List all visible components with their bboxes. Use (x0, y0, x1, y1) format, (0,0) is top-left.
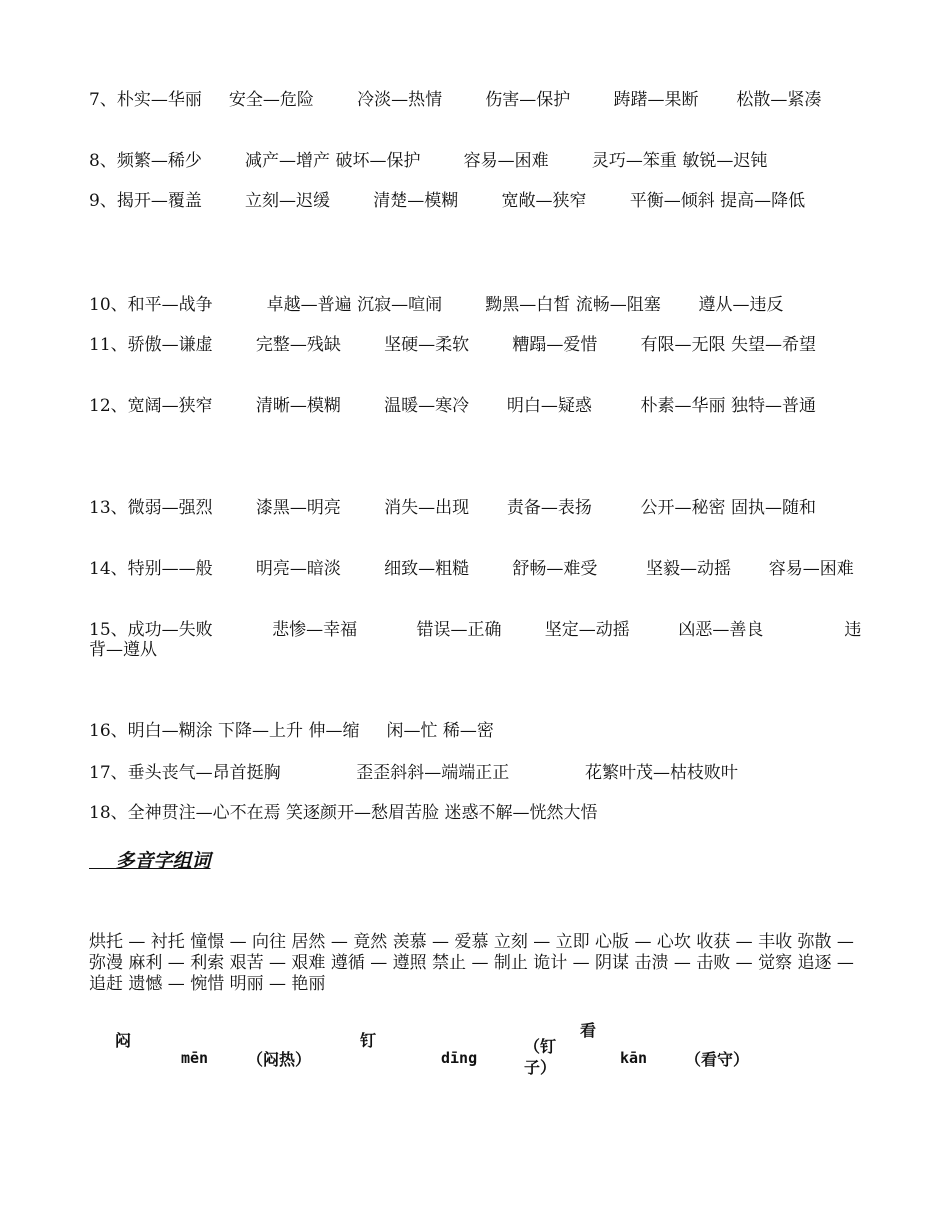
antonym-line-17: 17、垂头丧气—昂首挺胸 歪歪斜斜—端端正正 花繁叶茂—枯枝败叶 (89, 763, 738, 783)
word-dingzi: （钉子） (524, 1037, 557, 1077)
antonym-line-9: 9、揭开—覆盖 立刻—迟缓 清楚—模糊 宽敞—狭窄 平衡—倾斜 提高—降低 (89, 191, 806, 211)
antonym-line-13: 13、微弱—强烈 漆黑—明亮 消失—出现 责备—表扬 公开—秘密 固执—随和 (89, 498, 816, 518)
antonym-line-14: 14、特别——般 明亮—暗淡 细致—粗糙 舒畅—难受 坚毅—动摇 容易—困难 (89, 559, 854, 579)
antonym-line-10: 10、和平—战争 卓越—普遍 沉寂—喧闹 黝黑—白皙 流畅—阻塞 遵从—违反 (89, 295, 784, 315)
polyphone-char-ding: 钉 (360, 1031, 377, 1050)
pinyin-kan: kān (620, 1049, 648, 1067)
antonym-line-15: 15、成功—失败 悲惨—幸福 错误—正确 坚定—动摇 凶恶—善良 违背—遵从 (89, 620, 862, 660)
antonym-line-8: 8、频繁—稀少 减产—增产 破坏—保护 容易—困难 灵巧—笨重 敏锐—迟钝 (89, 151, 768, 171)
pinyin-ding: dīng (441, 1049, 478, 1067)
synonym-paragraph: 烘托 — 衬托 憧憬 — 向往 居然 — 竟然 羡慕 — 爱慕 立刻 — 立即 心版 — 心坎 收获 — 丰收 弥散 — 弥漫 麻利 — 利索 艰苦 — 艰难 遵循 — 遵照 禁止 — 制止 诡计 — 阴谋 击溃 — 击败 — 觉察 追逐 — 追赶 遗憾 — 惋惜 明丽 — 艳丽 (89, 932, 860, 994)
antonym-line-18: 18、全神贯注—心不在焉 笑逐颜开—愁眉苦脸 迷惑不解—恍然大悟 (89, 803, 598, 823)
polyphone-char-kan: 看 (580, 1021, 597, 1040)
word-menre: （闷热） (247, 1050, 312, 1069)
antonym-line-12: 12、宽阔—狭窄 清晰—模糊 温暖—寒冷 明白—疑惑 朴素—华丽 独特—普通 (89, 396, 816, 416)
antonym-line-7: 7、朴实—华丽 安全—危险 冷淡—热情 伤害—保护 踌躇—果断 松散—紧凑 (89, 90, 822, 110)
pinyin-men: mēn (181, 1049, 209, 1067)
antonym-line-11: 11、骄傲—谦虚 完整—残缺 坚硬—柔软 糟蹋—爱惜 有限—无限 失望—希望 (89, 335, 816, 355)
word-kanshou: （看守） (685, 1050, 750, 1069)
section-heading-polyphones: 多音字组词 (89, 850, 211, 872)
antonym-line-16: 16、明白—糊涂 下降—上升 伸—缩 闲—忙 稀—密 (89, 721, 494, 741)
polyphone-char-men: 闷 (115, 1031, 132, 1050)
